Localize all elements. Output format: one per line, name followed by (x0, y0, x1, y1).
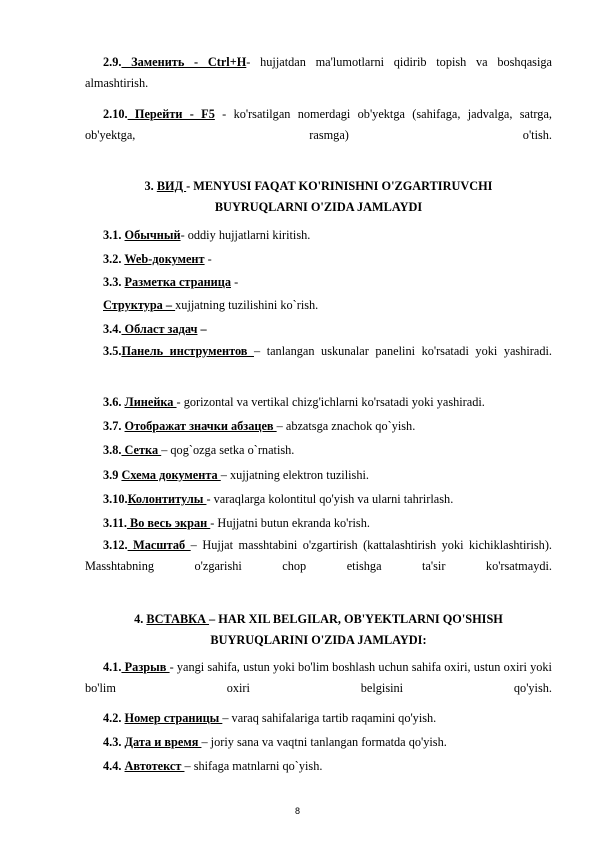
item-3-9 (103, 466, 369, 484)
menu-link: ВСТАВКА (146, 612, 210, 626)
item-text: – varaq sahifalariga tartib raqamini qo'yish. (222, 711, 437, 725)
menu-link: Схема документа (121, 468, 221, 482)
menu-link: Во весь экран (126, 516, 211, 530)
item-number: 2.9. (103, 55, 122, 69)
menu-link: ВИД (156, 179, 187, 193)
item-text: - gorizontal va vertikal chizg'ichlarni ko'rsatadi yoki yashiradi. (176, 395, 485, 409)
menu-link: Web-документ (124, 252, 205, 266)
item-number: 3.12. (103, 538, 128, 552)
item-text: - (231, 275, 239, 289)
item-text: – Hujjat masshtabini o'zgartirish (kattalashtirish yoki kichiklashtirish). Masshtabning o'zgarishi chop etishga ta'sir ko'rsatmaydi. (85, 538, 553, 573)
item-text: - hujjatdan ma'lumotlarni qidirib topish va boshqasiga almashtirish. (85, 55, 552, 90)
menu-link: Отображат значки абзацев (124, 419, 277, 433)
heading-text: - MENYUSI FAQAT KO'RINISHNI O'ZGARTIRUVCHI (186, 179, 493, 193)
item-4-4 (103, 757, 322, 775)
item-number: 3.3. (103, 275, 125, 289)
menu-link: Перейти - F5 (127, 107, 215, 121)
page-number: 8 (294, 806, 300, 816)
item-text: – joriy sana va vaqtni tanlangan formatda qo'yish. (201, 735, 447, 749)
item-number: 2.10. (103, 107, 128, 121)
section-heading-3 (85, 176, 552, 218)
menu-link: Панель инструментов (121, 344, 254, 358)
item-number: 3.8. (103, 443, 122, 457)
item-text: - (204, 252, 212, 266)
item-number: 3.10. (103, 492, 128, 506)
heading-text: BUYRUQLARNI O'ZIDA JAMLAYDI (214, 200, 423, 214)
item-3-8 (103, 441, 294, 459)
section-heading-4 (85, 609, 552, 651)
item-number: 3.5. (103, 344, 122, 358)
heading-text: BUYRUQLARINI O'ZIDA JAMLAYDI: (210, 633, 427, 647)
item-4-2 (103, 709, 436, 727)
menu-link: Структура – (103, 298, 176, 312)
item-3-5 (85, 341, 552, 362)
heading-number: 4. (134, 612, 147, 626)
menu-link: Разрыв (121, 660, 170, 674)
item-3-3 (103, 273, 238, 291)
item-text: - ko'rsatilgan nomerdagi ob'yektga (sahifaga, jadvalga, satrga, ob'yektga, rasmga) o'tish. (85, 107, 552, 142)
item-3-3-structure (103, 296, 318, 314)
item-3-4 (103, 320, 207, 338)
item-text: – (197, 322, 207, 336)
item-number: 3.4. (103, 322, 122, 336)
item-3-11 (103, 514, 370, 532)
item-number: 3.6. (103, 395, 125, 409)
item-2-9 (85, 52, 552, 94)
menu-link: Номер страницы (124, 711, 223, 725)
item-text: - Hujjatni butun ekranda ko'rish. (210, 516, 370, 530)
menu-link: Линейка (124, 395, 177, 409)
item-number: 4.1. (103, 660, 122, 674)
menu-link: Сетка (121, 443, 162, 457)
menu-link: Разметка страница (124, 275, 231, 289)
item-4-1 (85, 657, 552, 699)
item-2-10 (85, 104, 552, 146)
item-text: - oddiy hujjatlarni kiritish. (180, 228, 311, 242)
item-number: 3.7. (103, 419, 125, 433)
menu-link: Масштаб (127, 538, 191, 552)
item-3-1 (103, 226, 310, 244)
item-text: - varaqlarga kolontitul qo'yish va ularni tahrirlash. (206, 492, 454, 506)
item-number: 3.9 (103, 468, 122, 482)
item-3-6 (103, 393, 485, 411)
menu-link: Заменить - Ctrl+H (121, 55, 247, 69)
item-3-7 (103, 417, 415, 435)
item-text: xujjatning tuzilishini ko`rish. (175, 298, 319, 312)
item-3-12 (85, 535, 552, 577)
menu-link: Обычный (124, 228, 181, 242)
item-text: – qog`ozga setka o`rnatish. (161, 443, 295, 457)
item-3-10 (103, 490, 453, 508)
item-number: 4.3. (103, 735, 125, 749)
item-number: 4.2. (103, 711, 125, 725)
item-number: 4.4. (103, 759, 125, 773)
item-text: - yangi sahifa, ustun yoki bo'lim boshlash uchun sahifa oxiri, ustun oxiri yoki bo'lim oxiri belgisini qo'yish. (85, 660, 552, 695)
menu-link: Автотекст (124, 759, 185, 773)
menu-link: Дата и время (124, 735, 202, 749)
item-text: – shifaga matnlarni qo`yish. (184, 759, 323, 773)
item-text: – xujjatning elektron tuzilishi. (220, 468, 369, 482)
menu-link: Област задач (121, 322, 198, 336)
heading-text: – HAR XIL BELGILAR, OB'YEKTLARNI QO'SHISH (209, 612, 503, 626)
item-number: 3.11. (103, 516, 127, 530)
item-text: – abzatsga znachok qo`yish. (276, 419, 416, 433)
menu-link: Колонтитулы (127, 492, 207, 506)
item-4-3 (103, 733, 447, 751)
item-number: 3.1. (103, 228, 125, 242)
item-number: 3.2. (103, 252, 125, 266)
item-text: – tanlangan uskunalar panelini ko'rsatadi yoki yashiradi. (253, 344, 552, 358)
item-3-2 (103, 250, 212, 268)
heading-number: 3. (144, 179, 157, 193)
